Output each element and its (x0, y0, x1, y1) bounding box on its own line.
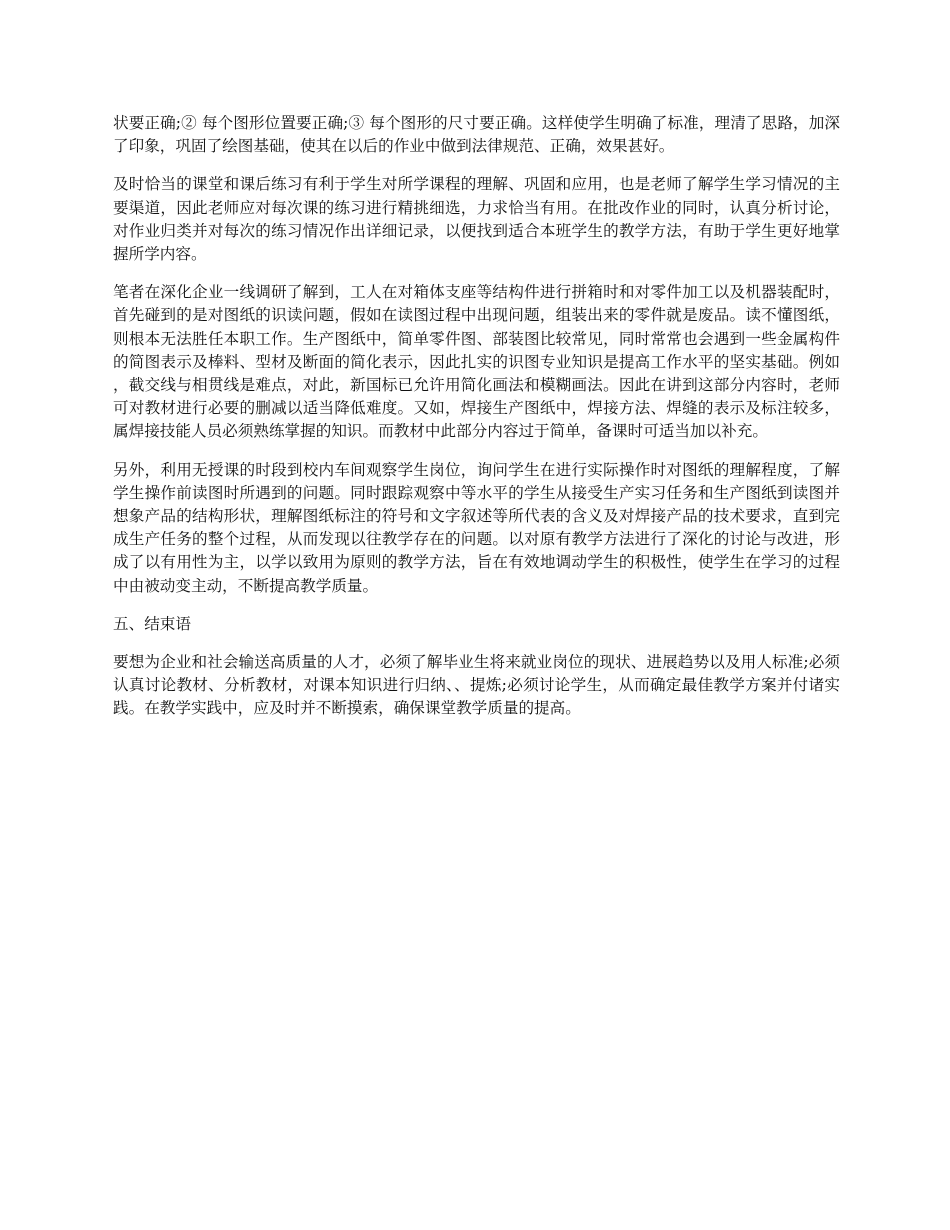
paragraph-enterprise-research: 笔者在深化企业一线调研了解到，工人在对箱体支座等结构件进行拼箱时和对零件加工以及机器装配时，首先碰到的是对图纸的识读问题，假如在读图过程中出现问题，组装出来的零件就是废品。读不懂图纸，则根本无法胜任本职工作。生产图纸中，简单零件图、部装图比较常见，同时常常也会遇到一些金属构件的简图表示及棒料、型材及断面的简化表示，因此扎实的识图专业知识是提高工作水平的坚实基础。例如，截交线与相贯线是难点，对此，新国标已允许用简化画法和模糊画法。因此在讲到这部分内容时，老师可对教材进行必要的删减以适当降低难度。又如，焊接生产图纸中，焊接方法、焊缝的表示及标注较多，属焊接技能人员必须熟练掌握的知识。而教材中此部分内容过于简单，备课时可适当加以补充。 (113, 283, 840, 441)
paragraph-drawing-standards: 状要正确;② 每个图形位置要正确;③ 每个图形的尺寸要正确。这样使学生明确了标准，理清了思路，加深了印象，巩固了绘图基础，使其在以后的作业中做到法律规范、正确，效果甚好。 (113, 114, 840, 156)
paragraph-workshop-observation: 另外，利用无授课的时段到校内车间观察学生岗位，询问学生在进行实际操作时对图纸的理解程度，了解学生操作前读图时所遇到的问题。同时跟踪观察中等水平的学生从接受生产实习任务和生产图纸到读图并想象产品的结构形状，理解图纸标注的符号和文字叙述等所代表的含义及对焊接产品的技术要求，直到完成生产任务的整个过程，从而发现以往教学存在的问题。以对原有教学方法进行了深化的讨论与改进，形成了以有用性为主，以学以致用为原则的教学方法，旨在有效地调动学生的积极性，使学生在学习的过程中由被动变主动，不断提高教学质量。 (113, 460, 840, 595)
paragraph-exercises: 及时恰当的课堂和课后练习有利于学生对所学课程的理解、巩固和应用，也是老师了解学生学习情况的主要渠道，因此老师应对每次课的练习进行精挑细选，力求恰当有用。在批改作业的同时，认真分析讨论，对作业归类并对每次的练习情况作出详细记录，以便找到适合本班学生的教学方法，有助于学生更好地掌握所学内容。 (113, 175, 840, 264)
paragraph-conclusion: 要想为企业和社会输送高质量的人才，必须了解毕业生将来就业岗位的现状、进展趋势以及用人标准;必须认真讨论教材、分析教材，对课本知识进行归纳、、提炼;必须讨论学生，从而确定最佳教学方案并付诸实践。在教学实践中，应及时并不断摸索，确保课堂教学质量的提高。 (113, 653, 840, 718)
document-body (113, 112, 840, 736)
section-heading-conclusion: 五、结束语 (113, 614, 191, 633)
